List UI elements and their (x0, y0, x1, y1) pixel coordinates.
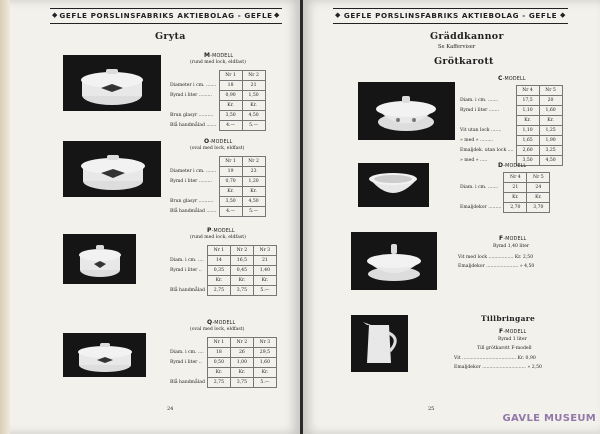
table-cell: 0,50 (207, 358, 230, 368)
column-header: Nr 3 (253, 338, 276, 348)
table-row (460, 136, 562, 146)
product-photo-q (63, 333, 146, 377)
row-label (170, 101, 219, 111)
table-row (460, 106, 562, 116)
table-header-row (460, 86, 562, 96)
table-row (170, 256, 276, 266)
row-label: Blå handmålad (170, 288, 205, 293)
table-cell: 17,5 (516, 96, 539, 106)
table-cell: Kr. (230, 368, 253, 378)
table-cell: 1,40 (253, 266, 276, 276)
table-cell: 4.— (219, 121, 242, 131)
table-cell: 20 (539, 96, 562, 106)
model-desc-p: (rund med lock, eldfast) (190, 235, 246, 240)
column-header: Nr 2 (230, 338, 253, 348)
price-line-f2b: Emaljdekor .............................. » 2,50 (454, 365, 542, 370)
table-row (170, 91, 265, 101)
table-corner (170, 157, 219, 167)
table-corner (460, 173, 504, 183)
column-header: Nr 5 (527, 173, 550, 183)
table-cell: 1,65 (516, 136, 539, 146)
table-row (170, 187, 265, 197)
spec-table-m (170, 70, 266, 131)
model-title-f2: F-MODELL (499, 328, 527, 335)
table-cell: Kr. (207, 368, 230, 378)
model-title-o: O-MODELL (204, 138, 233, 145)
table-cell: 2,75 (207, 378, 230, 388)
table-cell: 1,25 (539, 126, 562, 136)
row-label: Blå handmålad ....... (170, 209, 217, 214)
capacity-text-f: Rymd 1,40 liter (493, 244, 530, 249)
page-header (333, 8, 568, 24)
table-cell: 3,50 (219, 111, 242, 121)
column-header: Nr 3 (253, 246, 276, 256)
diamond-icon: ◆ (335, 11, 341, 19)
row-label: Brun glasyr .......... (170, 199, 214, 204)
table-row (170, 177, 265, 187)
section-title-graddkannor: Gräddkannor (430, 31, 504, 42)
table-cell: 5.— (253, 378, 276, 388)
table-cell: 3,75 (230, 378, 253, 388)
table-cell: 3,75 (230, 286, 253, 296)
table-row (170, 167, 265, 177)
row-label: » med » ......... (460, 138, 494, 143)
column-header: Nr 2 (230, 246, 253, 256)
capacity-text-f2: Rymd 1 liter (498, 337, 527, 342)
table-cell: 1,60 (539, 106, 562, 116)
row-label: Diameter i cm. ....... (170, 83, 217, 88)
product-photo-c (358, 82, 455, 140)
model-title-p: P-MODELL (207, 227, 235, 234)
column-header: Nr 4 (504, 173, 527, 183)
header-text: GEFLE PORSLINSFABRIKS AKTIEBOLAG - GEFLE (343, 11, 558, 20)
table-row (460, 183, 550, 193)
product-photo-jug (351, 315, 408, 372)
column-header: Nr 2 (242, 157, 265, 167)
diamond-icon: ◆ (52, 11, 58, 19)
table-cell: 3,50 (516, 156, 539, 166)
column-header: Nr 1 (219, 157, 242, 167)
product-photo-d (358, 163, 429, 207)
column-header: Nr 5 (539, 86, 562, 96)
table-row (460, 126, 562, 136)
table-cell: Kr. (219, 187, 242, 197)
column-header: Nr 4 (516, 86, 539, 96)
table-cell: 14 (207, 256, 230, 266)
table-row (170, 276, 276, 286)
museum-stamp: GAVLE MUSEUM (502, 413, 596, 424)
row-label: Diam. i cm. .... (170, 258, 204, 263)
page-title: Gryta (155, 31, 186, 42)
price-line-f2: Emaljdekor ...................... » 4,50 (458, 264, 535, 269)
page-header (50, 8, 282, 24)
row-label (170, 368, 207, 378)
table-cell: Kr. (242, 101, 265, 111)
table-row (170, 368, 276, 378)
model-desc-q: (oval med lock, eldfast) (190, 327, 245, 332)
table-cell: 0,35 (207, 266, 230, 276)
table-cell: 21 (253, 256, 276, 266)
table-cell: 5.— (242, 207, 265, 217)
column-header: Nr 1 (207, 338, 230, 348)
table-header-row (170, 246, 276, 256)
row-label (170, 276, 207, 286)
table-cell: 4,50 (539, 156, 562, 166)
table-row (170, 197, 265, 207)
model-desc-o: (oval med lock, eldfast) (190, 146, 245, 151)
table-row (170, 81, 265, 91)
table-cell: Kr. (539, 116, 562, 126)
model-title-m: M-MODELL (204, 52, 234, 59)
model-title-q: Q-MODELL (207, 319, 236, 326)
table-cell: Kr. (516, 116, 539, 126)
row-label: Vit utan lock ....... (460, 128, 502, 133)
table-cell: 0,90 (219, 91, 242, 101)
table-cell: Kr. (207, 276, 230, 286)
table-header-row (460, 173, 550, 183)
table-cell: 2,70 (504, 203, 527, 213)
table-cell: 0,45 (230, 266, 253, 276)
row-label: Brun glasyr .......... (170, 113, 214, 118)
table-cell: 1,50 (242, 91, 265, 101)
table-header-row (170, 338, 276, 348)
row-label: Rymd i liter ....... (460, 108, 500, 113)
product-photo-o (63, 141, 161, 197)
table-cell: 16,5 (230, 256, 253, 266)
table-row (460, 193, 550, 203)
row-label: Diam. i cm. ....... (460, 185, 499, 190)
row-label (460, 193, 504, 203)
section-title-grotkarott: Grötkarott (434, 56, 494, 67)
row-label (170, 187, 219, 197)
table-row (460, 96, 562, 106)
table-cell: Kr. (242, 187, 265, 197)
price-line-f1: Vit med lock ................. Kr. 2,50 (458, 255, 534, 260)
spec-table-c (460, 85, 563, 166)
table-corner (170, 246, 207, 256)
table-row (170, 121, 265, 131)
page-number: 24 (167, 406, 174, 412)
spec-table-p (170, 245, 277, 296)
row-label: » med » ..... (460, 158, 488, 163)
table-cell: 1,10 (516, 126, 539, 136)
right-page (303, 0, 600, 434)
model-desc-m: (rund med lock, eldfast) (190, 60, 246, 65)
table-row (170, 266, 276, 276)
row-label: Blå handmålad ....... (170, 123, 217, 128)
table-cell: 2,60 (516, 146, 539, 156)
product-photo-f (351, 232, 437, 290)
table-cell: 4,50 (242, 197, 265, 207)
table-cell: 1,90 (539, 136, 562, 146)
model-title-f: F-MODELL (499, 235, 527, 242)
product-photo-p (63, 234, 136, 284)
table-row (170, 358, 276, 368)
model-title-c: C-MODELL (498, 75, 526, 82)
row-label: Diam. i cm. ....... (460, 98, 499, 103)
table-cell: Kr. (219, 101, 242, 111)
row-label: Emaljdek. utan lock .... (460, 148, 514, 153)
spec-table-o (170, 156, 266, 217)
row-label: Rymd i liter ......... (170, 93, 212, 98)
table-row (460, 146, 562, 156)
page-edge (0, 0, 10, 434)
table-cell: 1,60 (253, 358, 276, 368)
column-header: Nr 1 (207, 246, 230, 256)
spec-table-q (170, 337, 277, 388)
table-cell: 0,70 (219, 177, 242, 187)
table-cell: 18 (207, 348, 230, 358)
row-label: Emaljdekor ......... (460, 205, 502, 210)
table-cell: 2,75 (207, 286, 230, 296)
table-corner (170, 338, 207, 348)
table-cell: 3,25 (539, 146, 562, 156)
row-label: Rymd i liter .. (170, 268, 202, 273)
page-number: 25 (428, 406, 435, 412)
table-cell: Kr. (230, 276, 253, 286)
row-label: Rymd i liter ......... (170, 179, 212, 184)
table-cell: 18 (219, 81, 242, 91)
table-row (170, 101, 265, 111)
table-cell: 26 (230, 348, 253, 358)
product-photo-m (63, 55, 161, 111)
table-corner (460, 86, 516, 96)
table-cell: 19 (219, 167, 242, 177)
table-cell: 21 (242, 81, 265, 91)
table-cell: 1,20 (242, 177, 265, 187)
table-row (170, 378, 276, 388)
diamond-icon: ◆ (560, 11, 566, 19)
table-cell: 29,5 (253, 348, 276, 358)
column-header: Nr 2 (242, 71, 265, 81)
note-text-f2: Till grötkarott F-modell (477, 346, 532, 351)
row-label: Rymd i liter .. (170, 360, 202, 365)
table-cell: Kr. (527, 193, 550, 203)
table-header-row (170, 71, 265, 81)
column-header: Nr 1 (219, 71, 242, 81)
table-header-row (170, 157, 265, 167)
model-title-d: D-MODELL (498, 162, 527, 169)
table-cell: 24 (527, 183, 550, 193)
table-corner (170, 71, 219, 81)
table-cell: 23 (242, 167, 265, 177)
row-label: Diam. i cm. .... (170, 350, 204, 355)
section-title-tillbringare: Tillbringare (481, 314, 536, 323)
table-row (460, 203, 550, 213)
diamond-icon: ◆ (274, 11, 280, 19)
section-subtitle: Se Kafferviser (438, 44, 476, 50)
table-row (170, 207, 265, 217)
table-row (170, 111, 265, 121)
table-row (170, 286, 276, 296)
table-cell: 4,50 (242, 111, 265, 121)
header-text: GEFLE PORSLINSFABRIKS AKTIEBOLAG - GEFLE (59, 11, 273, 20)
row-label: Diameter i cm. ....... (170, 169, 217, 174)
table-cell: 21 (504, 183, 527, 193)
spec-table-d (460, 172, 550, 213)
table-cell: 4.— (219, 207, 242, 217)
table-row (170, 348, 276, 358)
table-cell: 1,00 (230, 358, 253, 368)
table-row (460, 116, 562, 126)
row-label (460, 116, 516, 126)
table-cell: 1,10 (516, 106, 539, 116)
table-cell: 3,50 (219, 197, 242, 207)
row-label: Blå handmålad (170, 380, 205, 385)
table-cell: Kr. (253, 368, 276, 378)
table-cell: 5.— (242, 121, 265, 131)
table-cell: Kr. (504, 193, 527, 203)
table-cell: Kr. (253, 276, 276, 286)
price-line-f2a: Vit ..................................... Kr. 0,90 (454, 356, 536, 361)
table-cell: 3,70 (527, 203, 550, 213)
table-cell: 5.— (253, 286, 276, 296)
